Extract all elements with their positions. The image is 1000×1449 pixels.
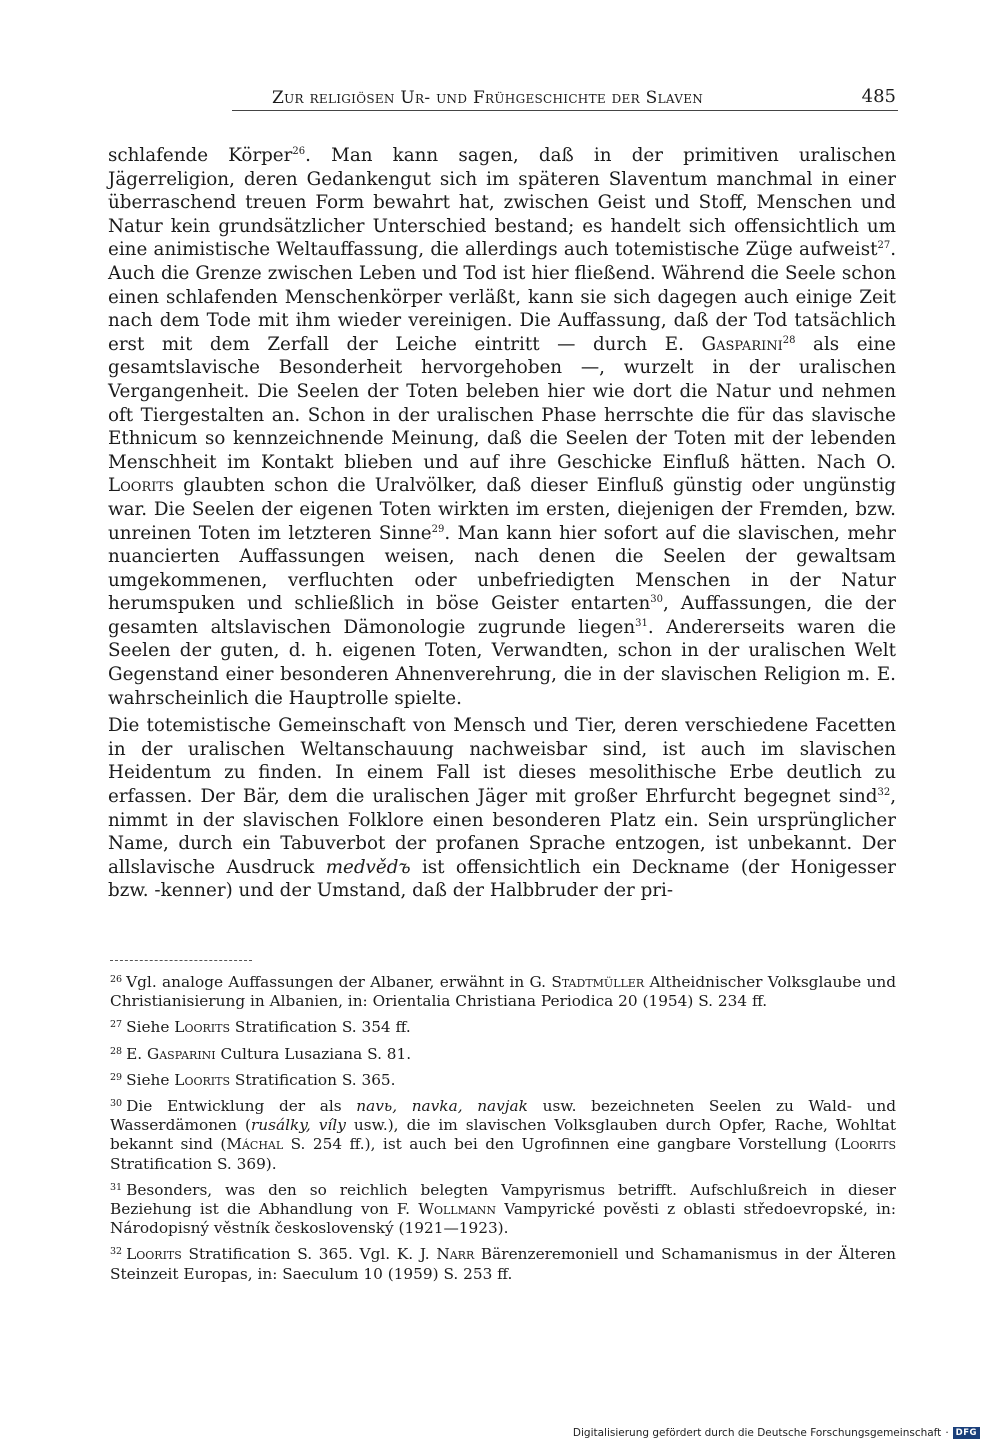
digitization-text: Digitalisierung gefördert durch die Deutsche Forschungsgemeinschaft — [572, 1427, 942, 1439]
footnote-27 — [110, 1015, 896, 1037]
author-name: Loorits — [174, 1070, 230, 1089]
paragraph-2 — [108, 714, 896, 903]
dfg-logo: DFG — [953, 1427, 980, 1439]
text-run: Stratification S. 369). — [110, 1154, 277, 1173]
footnote-number: 29 — [110, 1071, 123, 1083]
footnote-ref-26: 26 — [292, 146, 306, 157]
text-run: usw.), die im slavischen Volksglauben durch Opfer, Rache, Wohltat bekannt sind ( — [110, 1116, 896, 1154]
text-run: S. 254 ff.), ist auch bei den Ugrofinnen eine gangbare Vorstellung ( — [283, 1135, 841, 1154]
digitization-notice — [573, 1427, 980, 1439]
author-name: Loorits — [108, 475, 174, 497]
footnote-rule — [110, 960, 252, 961]
footnote-number: 32 — [110, 1246, 123, 1258]
footnotes — [110, 970, 896, 1288]
footnote-32 — [110, 1242, 896, 1283]
footnote-30 — [110, 1094, 896, 1174]
main-text — [108, 144, 896, 907]
text-run: . Andererseits waren die Seelen der guten, d. h. eigenen Toten, Verwandten, schon in der uralischen Welt Gegenstand einer besonderen Ahnenverehrung, die in der slavischen Religion m. E. wahrscheinlich die Hauptrolle spielte. — [108, 616, 897, 709]
italic-term: medvědъ — [325, 856, 411, 878]
footnote-ref-31: 31 — [635, 617, 648, 629]
text-run: ist offensichtlich ein Deckname (der Honigesser bzw. -kenner) und der Umstand, daß der Halbbruder der pri- — [108, 856, 897, 902]
author-name: Gasparini — [147, 1044, 216, 1063]
running-title: Zur religiösen Ur- und Frühgeschichte der Slaven — [272, 88, 704, 108]
paragraph-1 — [108, 144, 896, 710]
text-run: schlafende Körper — [108, 145, 293, 166]
text-run: usw. bezeichneten Seelen zu Wald- und Wasserdämonen ( — [110, 1097, 896, 1135]
author-name: Máchal — [226, 1135, 284, 1154]
text-run: Vgl. analoge Auffassungen der Albaner, erwähnt in G. — [126, 973, 552, 991]
text-run: Siehe — [126, 1070, 175, 1089]
footnote-number: 27 — [110, 1019, 123, 1031]
footnote-31 — [110, 1178, 896, 1239]
footnote-number: 28 — [110, 1045, 123, 1057]
footnote-ref-29: 29 — [431, 523, 445, 535]
text-run: Cultura Lusaziana S. 81. — [215, 1044, 412, 1063]
footnote-number: 26 — [110, 974, 123, 985]
text-run: Altheidnischer Volksglaube und Christianisierung in Albanien, in: Orientalia Christiana Periodica 20 (1954) S. 234 ff. — [110, 973, 896, 1011]
text-run: glaubten schon die Uralvölker, daß dieser Einfluß günstig oder ungünstig war. Die Seelen der eigenen Toten wirkten im ersten, diejenigen der Fremden, bzw. unreinen Toten im letzteren Sinne — [108, 475, 896, 544]
text-run: E. — [126, 1044, 147, 1063]
text-run: Siehe — [126, 1018, 175, 1037]
text-run: . Man kann sagen, daß in der primitiven uralischen Jägerreligion, deren Gedankengut sich im späteren Slaventum manchmal in einer überraschend treuen Form bewahrt hat, zwischen Geist und Stoff, Menschen und Natur kein grundsätzlicher Unterschied bestand; es handelt sich offensichtlich um eine animistische Weltauffassung, die allerdings auch totemistische Züge aufweist — [108, 145, 896, 261]
author-name: Loorits — [126, 1245, 182, 1264]
text-run: . Auch die Grenze zwischen Leben und Tod ist hier fließend. Während die Seele schon einen schlafenden Menschenkörper verläßt, kann sie sich dagegen auch einige Zeit nach dem Tode mit ihm wieder vereinigen. Die Auffassung, daß der Tod tatsächlich erst mit dem Zerfall der Leiche eintritt — durch E. — [108, 239, 896, 355]
author-name: Narr — [436, 1245, 475, 1264]
running-header — [232, 86, 898, 111]
footnote-28 — [110, 1042, 896, 1064]
footnote-26 — [110, 970, 896, 1011]
footnote-ref-32: 32 — [877, 787, 891, 799]
text-run: Besonders, was den so reichlich belegten Vampyrismus betrifft. Aufschlußreich in dieser Beziehung ist die Abhandlung von F. — [110, 1180, 896, 1219]
italic-term: navь, navka, navjak — [356, 1097, 528, 1116]
text-run: Stratification S. 354 ff. — [230, 1018, 411, 1037]
author-name: Wollmann — [418, 1200, 497, 1219]
author-name: Loorits — [840, 1135, 896, 1154]
footnote-ref-30: 30 — [650, 594, 663, 606]
text-run: Stratification S. 365. — [230, 1070, 396, 1089]
text-run: . Man kann hier sofort auf die slavischen, mehr nuancierten Auffassungen weisen, nach denen die Seelen der gewaltsam umgekommenen, verfluchten oder unbefriedigten Menschen in der Natur herumspuken und schließlich in böse Geister entarten — [108, 522, 896, 615]
text-run: als eine gesamtslavische Besonderheit hervorgehoben —, wurzelt in der uralischen Vergangenheit. Die Seelen der Toten beleben hier wie dort die Natur und nehmen oft Tiergestalten an. Schon in der uralischen Phase herrschte die für das slavische Ethnicum so kennzeichnende Meinung, daß die Seelen der Toten mit der lebenden Menschheit im Kontakt blieben und auf ihre Geschicke Einfluß hätten. Nach O. — [108, 333, 896, 473]
text-run: Die totemistische Gemeinschaft von Mensch und Tier, deren verschiedene Facetten in der uralischen Weltanschauung nachweisbar sind, ist auch im slavischen Heidentum zu finden. In einem Fall ist dieses mesolithische Erbe deutlich zu erfassen. Der Bär, dem die uralischen Jäger mit großer Ehrfurcht begegnet sind — [108, 715, 896, 808]
footer-separator: · — [945, 1427, 949, 1439]
text-run: Die Entwicklung der als — [126, 1097, 357, 1116]
text-run: Vampyrické pověsti z oblasti středoevropské, in: Národopisný věstník československý (1921—1923). — [110, 1200, 896, 1238]
italic-term: rusálky, víly — [250, 1116, 346, 1135]
author-name: Gasparini — [701, 333, 783, 355]
footnote-ref-27: 27 — [877, 240, 891, 252]
author-name: Loorits — [174, 1018, 230, 1037]
author-name: Stadtmüller — [551, 973, 645, 991]
text-run: , Auffassungen, die der gesamten altslavischen Dämonologie zugrunde liegen — [108, 593, 897, 638]
footnote-ref-28: 28 — [782, 334, 796, 346]
text-run: Bärenzeremoniell und Schamanismus in der Älteren Steinzeit Europas, in: Saeculum 10 (1959) S. 253 ff. — [110, 1245, 896, 1283]
page-number: 485 — [861, 86, 896, 107]
footnote-number: 30 — [110, 1098, 123, 1110]
text-run: Stratification S. 365. Vgl. K. J. — [181, 1245, 437, 1264]
footnote-29 — [110, 1068, 896, 1090]
text-run: , nimmt in der slavischen Folklore einen besonderen Platz ein. Sein ursprünglicher Name, durch ein Tabuverbot der profanen Sprache entzogen, ist unbekannt. Der allslavische Ausdruck — [108, 786, 896, 878]
footnote-number: 31 — [110, 1181, 123, 1193]
